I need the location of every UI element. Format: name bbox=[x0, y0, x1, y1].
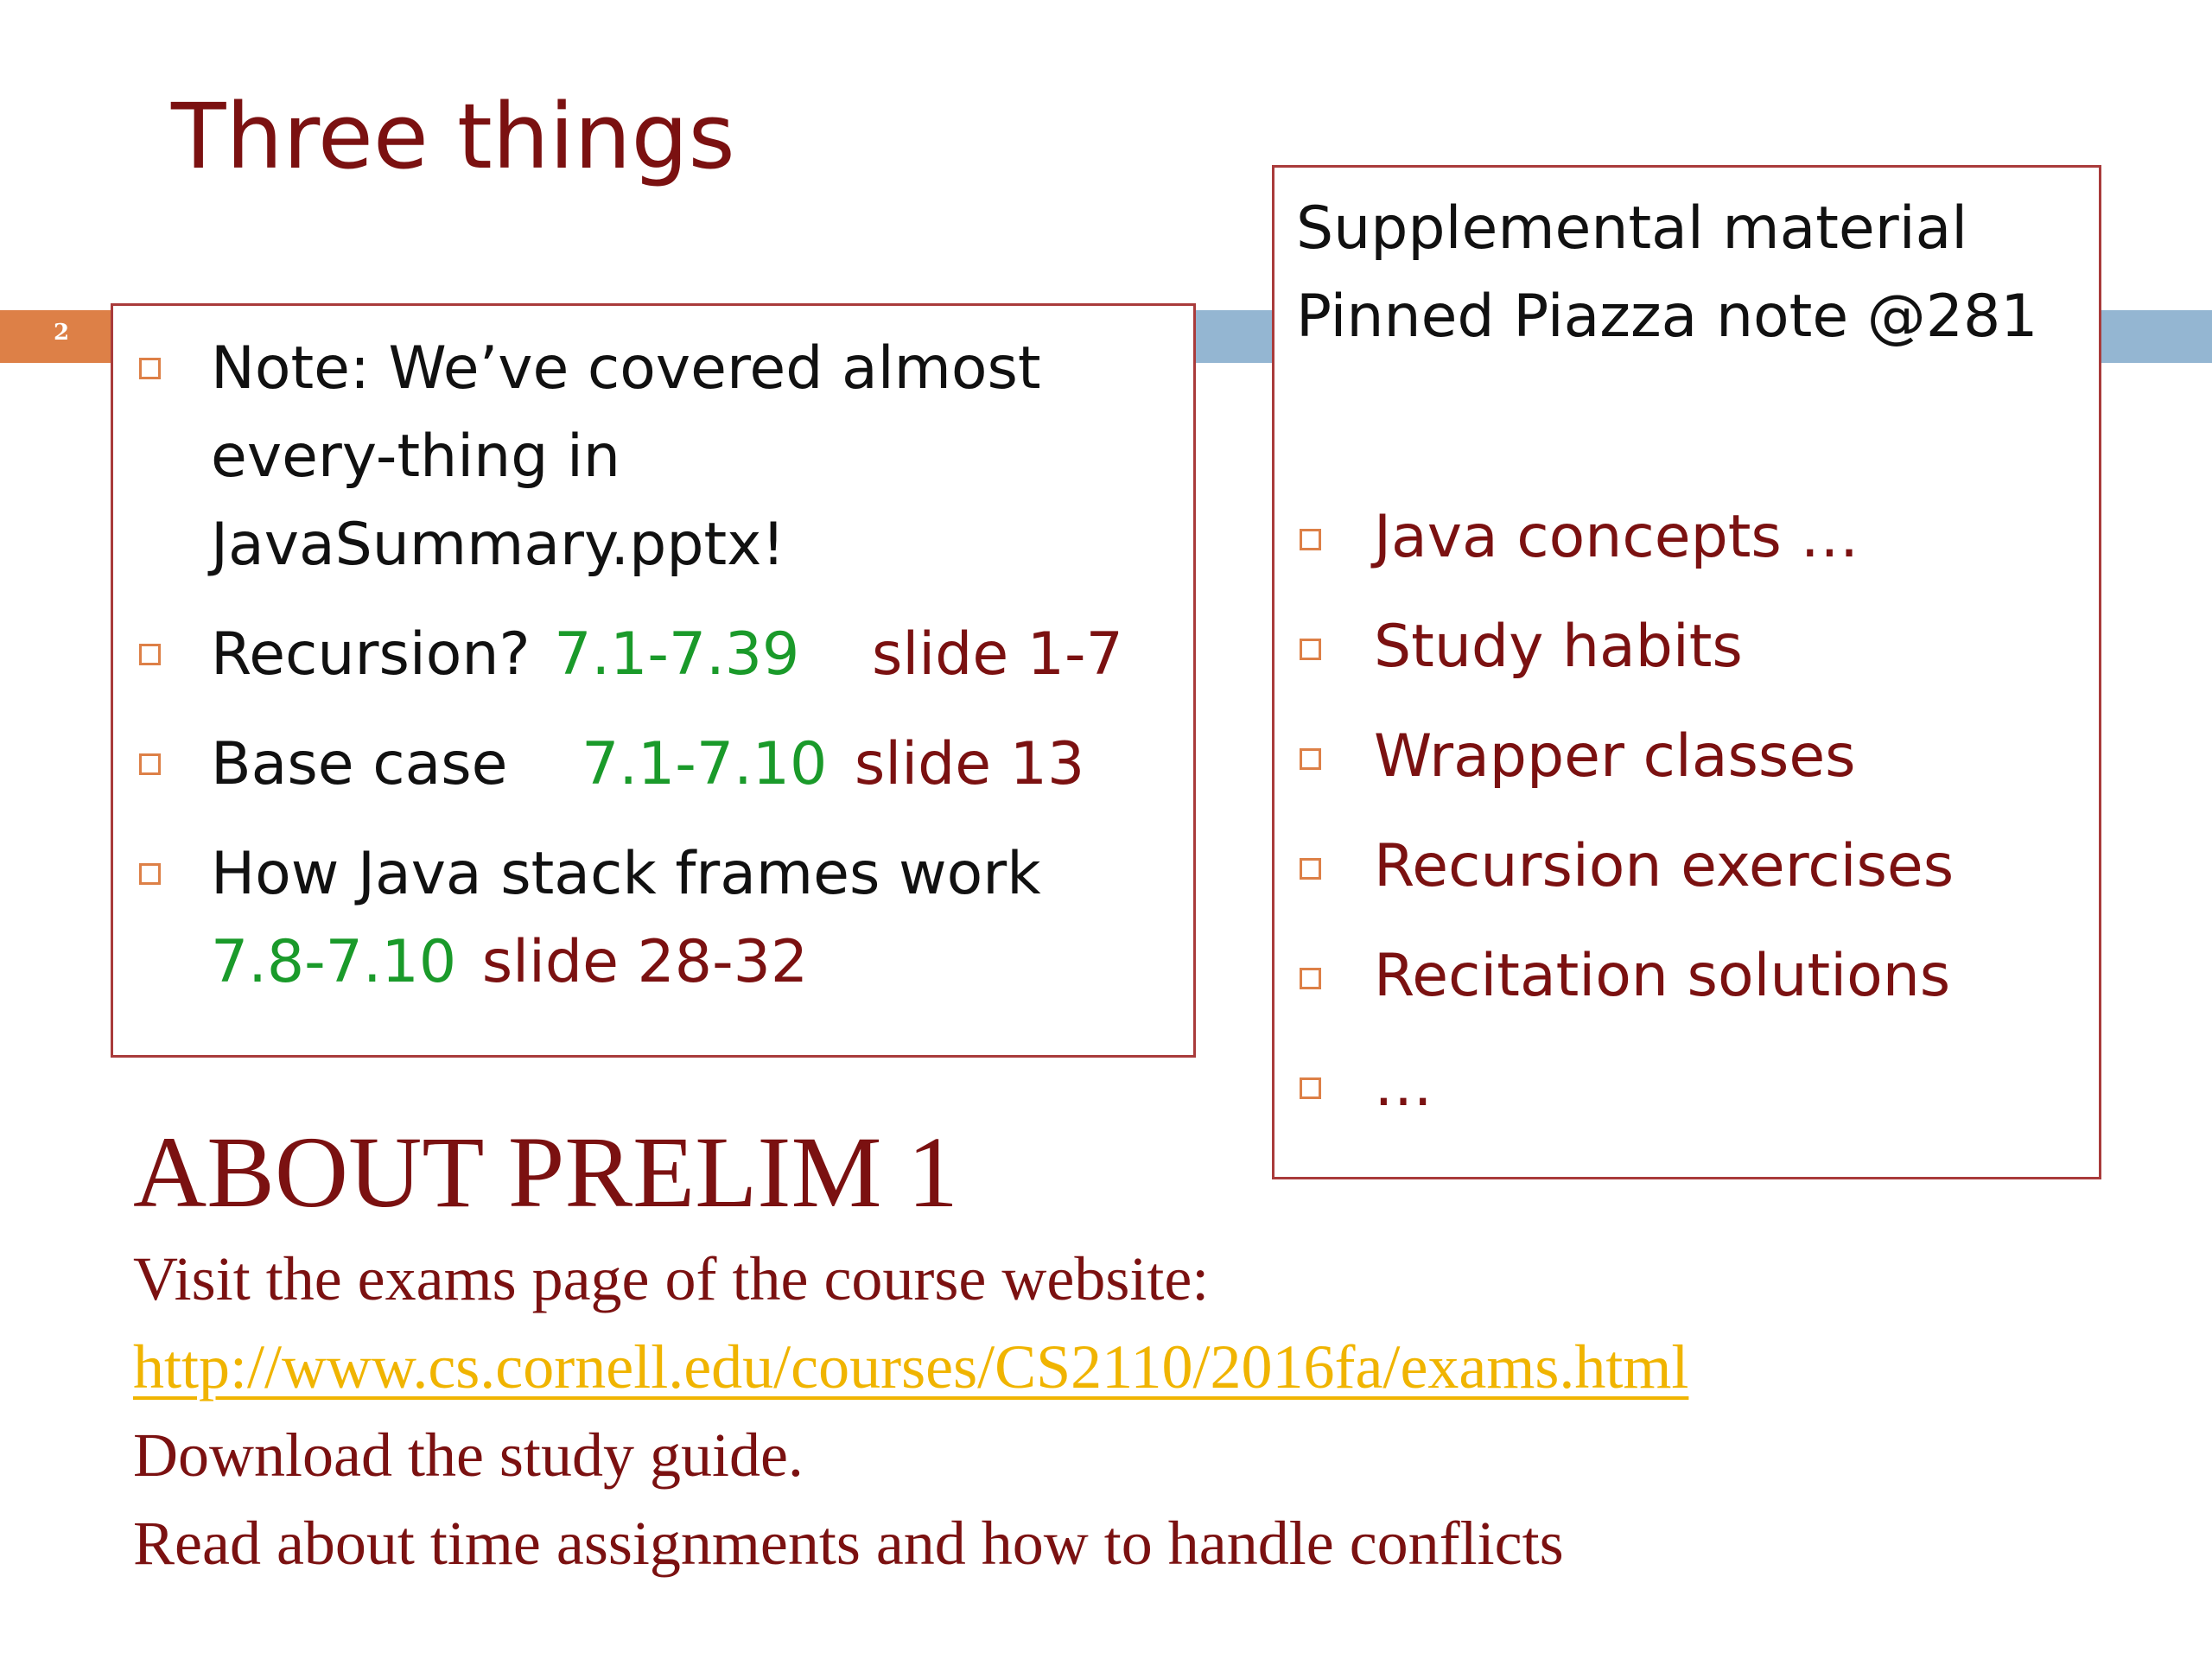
bullet-square-icon bbox=[139, 644, 161, 665]
bullet-square-icon bbox=[139, 863, 161, 885]
visit-text: Visit the exams page of the course website: bbox=[133, 1244, 1210, 1313]
supplemental-heading-2: Pinned Piazza note @281 bbox=[1296, 283, 2038, 351]
recursion-item bbox=[211, 620, 1123, 689]
stack-frames-line-1: How Java stack frames work bbox=[211, 840, 1041, 908]
supplemental-item: Java concepts … bbox=[1374, 503, 1859, 571]
prelim-heading: ABOUT PRELIM 1 bbox=[133, 1116, 959, 1229]
note-line-1: Note: We’ve covered almost bbox=[211, 334, 1041, 403]
bullet-square-icon bbox=[139, 358, 161, 379]
bullet-square-icon bbox=[1300, 858, 1321, 880]
base-case-ref: 7.1-7.10 bbox=[582, 730, 828, 798]
note-line-3: JavaSummary.pptx! bbox=[211, 511, 785, 579]
stack-frames-slide: slide 28-32 bbox=[481, 928, 809, 996]
stack-frames-ref: 7.8-7.10 bbox=[211, 928, 457, 996]
bullet-square-icon bbox=[1300, 1077, 1321, 1099]
base-case-slide: slide 13 bbox=[854, 730, 1085, 798]
supplemental-item: Recursion exercises bbox=[1374, 832, 1955, 900]
exams-page-link[interactable]: http://www.cs.cornell.edu/courses/CS2110/2016fa/exams.html bbox=[133, 1332, 1689, 1402]
slide-number: 2 bbox=[54, 320, 70, 346]
bullet-square-icon bbox=[1300, 748, 1321, 770]
supplemental-item: Study habits bbox=[1374, 613, 1743, 681]
bullet-square-icon bbox=[1300, 968, 1321, 989]
recursion-label: Recursion? bbox=[211, 620, 531, 689]
supplemental-item: Wrapper classes bbox=[1374, 722, 1856, 791]
bullet-square-icon bbox=[139, 753, 161, 775]
base-case-label: Base case bbox=[211, 730, 508, 798]
base-case-item bbox=[211, 730, 1085, 798]
left-content-box bbox=[111, 303, 1196, 1058]
read-text: Read about time assignments and how to handle conflicts bbox=[133, 1509, 1564, 1578]
supplemental-item: Recitation solutions bbox=[1374, 942, 1951, 1010]
bullet-square-icon bbox=[1300, 529, 1321, 550]
stack-frames-line-2 bbox=[211, 928, 809, 996]
download-text: Download the study guide. bbox=[133, 1421, 804, 1490]
supplemental-box bbox=[1272, 165, 2101, 1179]
recursion-ref: 7.1-7.39 bbox=[554, 620, 800, 689]
supplemental-item: … bbox=[1374, 1052, 1433, 1120]
note-line-2: every-thing in bbox=[211, 423, 620, 491]
bullet-square-icon bbox=[1300, 639, 1321, 660]
slide-title: Three things bbox=[171, 84, 735, 189]
recursion-slide: slide 1-7 bbox=[871, 620, 1123, 689]
supplemental-heading-1: Supplemental material bbox=[1296, 194, 1968, 263]
